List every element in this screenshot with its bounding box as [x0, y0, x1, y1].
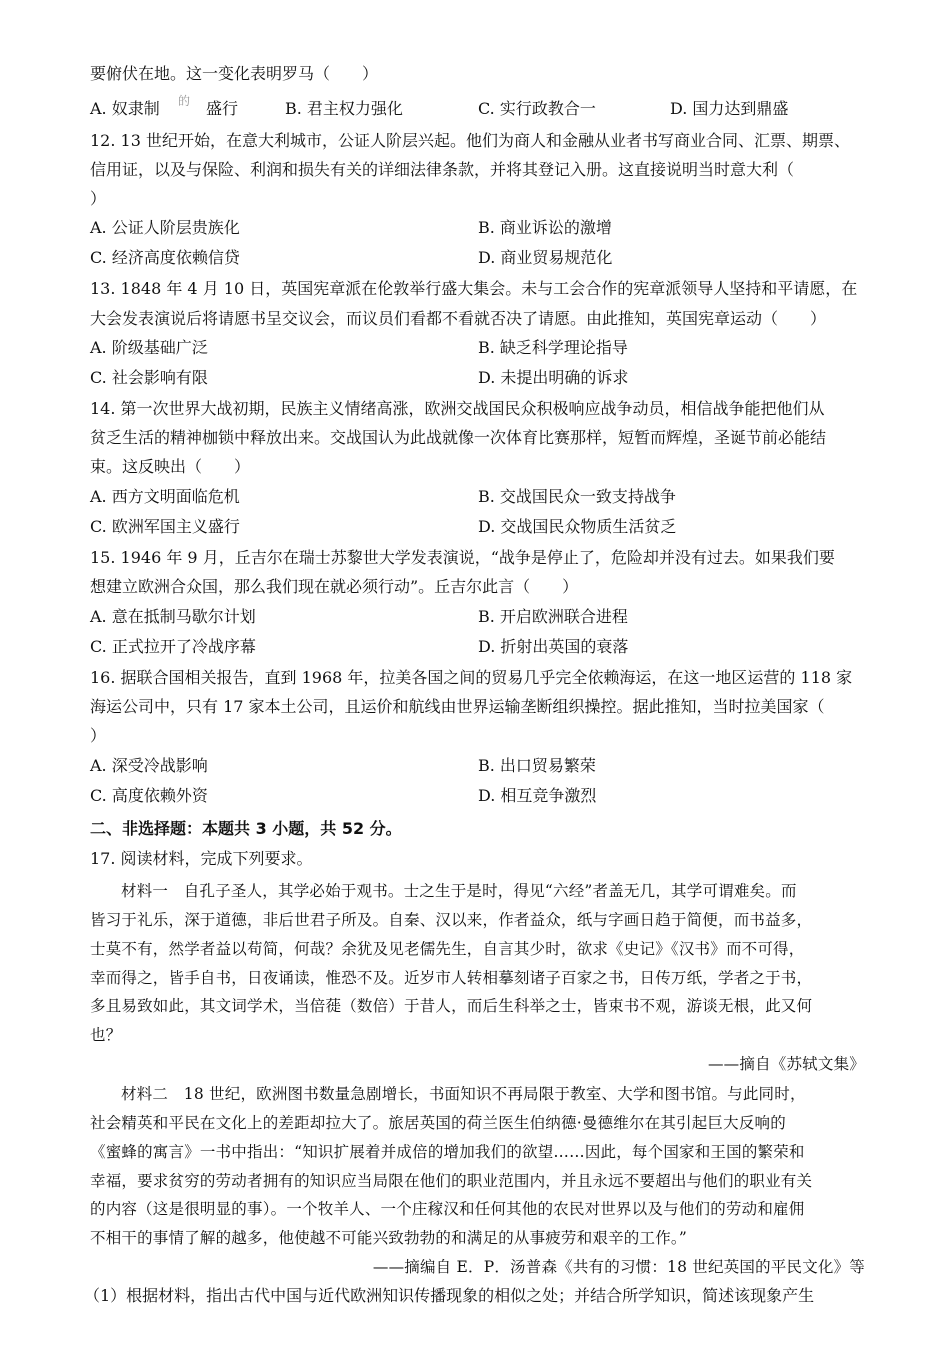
- q11-option-d: D. 国力达到鼎盛: [670, 99, 789, 118]
- q12-option-a: A. 公证人阶层贵族化: [90, 218, 240, 237]
- q14-option-d: D. 交战国民众物质生活贫乏: [478, 517, 677, 536]
- q15-option-a: A. 意在抵制马歇尔计划: [90, 607, 256, 626]
- material-2-line1: 材料二 18 世纪，欧洲图书数量急剧增长，书面知识不再局限于教室、大学和图书馆。与此同时，: [121, 1085, 806, 1103]
- material-2-line4: 幸福，要求贫穷的劳动者拥有的知识应当局限在他们的职业范围内，并且永远不要超出与他们的职业有关: [90, 1172, 813, 1190]
- material-1-line6: 也？: [90, 1026, 122, 1044]
- q12-stem-line2: 信用证，以及与保险、利润和损失有关的详细法律条款，并将其登记入册。这直接说明当时意大利（: [90, 160, 795, 179]
- section-2-heading: 二、非选择题：本题共 3 小题，共 52 分。: [90, 819, 402, 838]
- q14-option-a: A. 西方文明面临危机: [90, 487, 240, 506]
- q17-stem: 17. 阅读材料，完成下列要求。: [90, 849, 313, 868]
- q12-stem-line3: ）: [90, 189, 107, 208]
- q13-option-c: C. 社会影响有限: [90, 368, 208, 387]
- q12-stem-line1: 12. 13 世纪开始，在意大利城市，公证人阶层兴起。他们为商人和金融从业者书写商业合同、汇票、期票、: [90, 131, 850, 150]
- q15-stem-line1: 15. 1946 年 9 月，丘吉尔在瑞士苏黎世大学发表演说，“战争是停止了，危险却并没有过去。如果我们要: [90, 548, 835, 567]
- material-1-line4: 幸而得之，皆手自书，日夜诵读，惟恐不及。近岁市人转相摹刻诸子百家之书，日传万纸，学者之于书，: [90, 969, 813, 987]
- q11-option-b: B. 君主权力强化: [285, 99, 403, 118]
- q14-option-b: B. 交战国民众一致支持战争: [478, 487, 676, 506]
- q13-option-b: B. 缺乏科学理论指导: [478, 338, 628, 357]
- material-2-source: ——摘编自 E．P．汤普森《共有的习惯：18 世纪英国的平民文化》等: [372, 1258, 865, 1276]
- q12-option-c: C. 经济高度依赖信贷: [90, 248, 240, 267]
- q14-stem-line2: 贫乏生活的精神枷锁中释放出来。交战国认为此战就像一次体育比赛那样，短暂而辉煌，圣诞节前必能结: [90, 428, 827, 447]
- q15-option-c: C. 正式拉开了冷战序幕: [90, 637, 256, 656]
- q13-stem-line2: 大会发表演说后将请愿书呈交议会，而议员们看都不看就否决了请愿。由此推知，英国宪章运动（ ）: [90, 309, 827, 328]
- material-2-line5: 的内容（这是很明显的事）。一个牧羊人、一个庄稼汉和任何其他的农民对世界以及与他们的劳动和雇佣: [90, 1200, 805, 1218]
- q16-option-b: B. 出口贸易繁荣: [478, 756, 596, 775]
- q11-option-a-tail: 盛行: [206, 99, 239, 118]
- q16-option-c: C. 高度依赖外资: [90, 786, 208, 805]
- q16-option-a: A. 深受冷战影响: [90, 756, 208, 775]
- material-1-source: ——摘自《苏轼文集》: [707, 1055, 865, 1073]
- material-2-line3: 《蜜蜂的寓言》一书中指出：“知识扩展着并成倍的增加我们的欲望……因此，每个国家和王国的繁荣和: [90, 1143, 805, 1161]
- q12-option-b: B. 商业诉讼的激增: [478, 218, 612, 237]
- q11-option-a: A. 奴隶制: [90, 99, 160, 118]
- q16-option-d: D. 相互竞争激烈: [478, 786, 597, 805]
- q15-stem-line2: 想建立欧洲合众国，那么我们现在就必须行动”。丘吉尔此言（ ）: [90, 577, 579, 596]
- q11-option-c: C. 实行政教合一: [478, 99, 596, 118]
- q17-subquestion-1: （1）根据材料，指出古代中国与近代欧洲知识传播现象的相似之处；并结合所学知识，简述该现象产生: [84, 1286, 815, 1305]
- material-1-line2: 皆习于礼乐，深于道德，非后世君子所及。自秦、汉以来，作者益众，纸与字画日趋于简便，而书益多，: [90, 911, 813, 929]
- q13-option-d: D. 未提出明确的诉求: [478, 368, 629, 387]
- q13-stem-line1: 13. 1848 年 4 月 10 日，英国宪章派在伦敦举行盛大集会。未与工会合作的宪章派领导人坚持和平请愿，在: [90, 279, 858, 298]
- material-1-line1: 材料一 自孔子圣人，其学必始于观书。士之生于是时，得见“六经”者盖无几，其学可谓难矣。而: [121, 882, 797, 900]
- q14-option-c: C. 欧洲军国主义盛行: [90, 517, 240, 536]
- material-1-line5: 多且易致如此，其文词学术，当倍蓰（数倍）于昔人，而后生科举之士，皆束书不观，游谈无根，此又何: [90, 997, 813, 1015]
- q11-stem-tail: 要俯伏在地。这一变化表明罗马（ ）: [90, 64, 379, 83]
- q13-option-a: A. 阶级基础广泛: [90, 338, 208, 357]
- q16-stem-line3: ）: [90, 726, 107, 745]
- q14-stem-line3: 束。这反映出（ ）: [90, 457, 251, 476]
- material-2-line2: 社会精英和平民在文化上的差距却拉大了。旅居英国的荷兰医生伯纳德·曼德维尔在其引起巨大反响的: [90, 1114, 786, 1132]
- q14-stem-line1: 14. 第一次世界大战初期，民族主义情绪高涨，欧洲交战国民众积极响应战争动员，相信战争能把他们从: [90, 399, 825, 418]
- q15-option-b: B. 开启欧洲联合进程: [478, 607, 628, 626]
- q16-stem-line2: 海运公司中，只有 17 家本土公司，且运价和航线由世界运输垄断组织操控。据此推知，当时拉美国家（: [90, 697, 825, 716]
- q15-option-d: D. 折射出英国的衰落: [478, 637, 629, 656]
- material-2-line6: 不相干的事情了解的越多，他使越不可能兴致勃勃的和满足的从事疲劳和艰辛的工作。”: [90, 1229, 687, 1247]
- q11-watermark-char: 的: [178, 94, 191, 108]
- q12-option-d: D. 商业贸易规范化: [478, 248, 613, 267]
- q16-stem-line1: 16. 据联合国相关报告，直到 1968 年，拉美各国之间的贸易几乎完全依赖海运，在这一地区运营的 118 家: [90, 668, 853, 687]
- material-1-line3: 士莫不有，然学者益以苟简，何哉？余犹及见老儒先生，自言其少时，欲求《史记》《汉书》而不可得，: [90, 940, 805, 958]
